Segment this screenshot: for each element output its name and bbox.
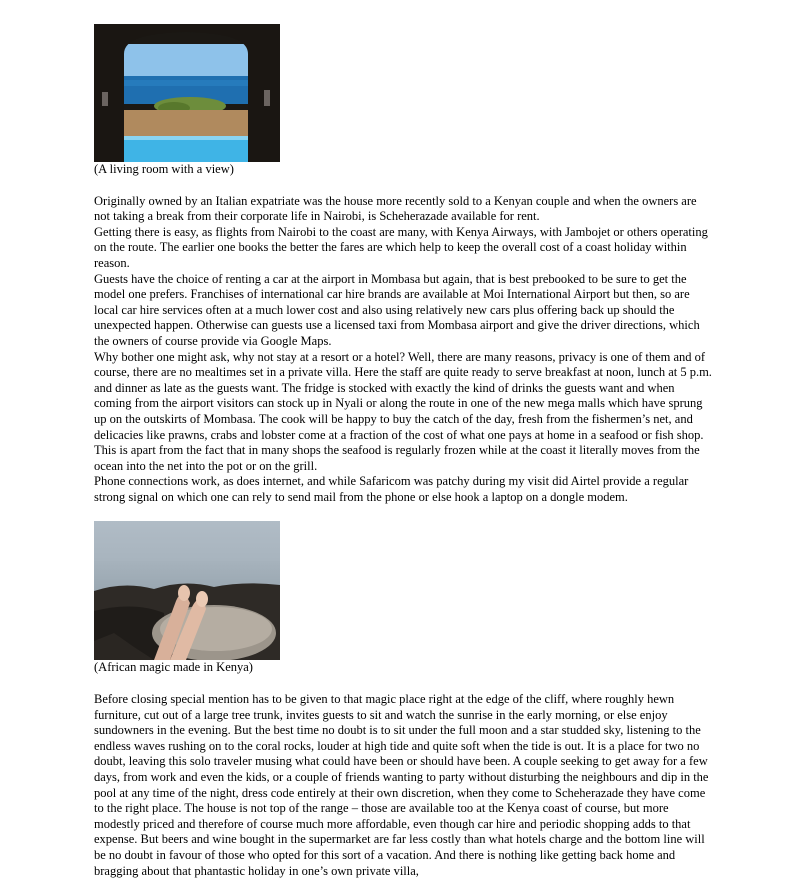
photo-caption-1: (A living room with a view) bbox=[94, 162, 234, 176]
article-page bbox=[94, 24, 714, 879]
paragraph: Getting there is easy, as flights from Nairobi to the coast are many, with Kenya Airways, with Jambojet or others operating on the route. The earlier one books the better the fares are which help to keep the overall cost of a coast holiday within reason. bbox=[94, 224, 708, 270]
feet-on-rock-sea-image bbox=[94, 521, 280, 660]
paragraph: Before closing special mention has to be given to that magic place right at the edge of the cliff, where roughly hewn furniture, cut out of a large tree trunk, invites guests to sit and watch the sunrise in the early morning, or else enjoy sundowners in the evening. But the best time no doubt is to sit under the full moon and a star studded sky, listening to the endless waves rushing on to the coral rocks, louder at high tide and quite soft when the tide is out. It is a place for two no doubt, leaving this solo traveler musing what could have been or should have been. A couple seeking to get away for a few days, from work and even the kids, or a couple of friends wanting to party without disturbing the neighbours and dip in the pool at any time of the night, dress code entirely at their own discretion, when they come to Scheherazade they have come to the right place. The house is not top of the range – those are available too at the Kenya coast of course, but more modestly priced and therefore of course much more affordable, even though car hire and periodic shopping adds to that expense. But beers and wine bought in the supermarket are far less costly than what hotels charge and the bottom line will be no doubt in favour of those who opted for this sort of a vacation. And there is nothing like getting back home and bragging about that phantastic holiday in one’s own private villa, bbox=[94, 692, 709, 878]
cliff-feet-photo bbox=[94, 521, 280, 660]
paragraph: Originally owned by an Italian expatriate was the house more recently sold to a Kenyan couple and when the owners are not taking a break from their corporate life in Nairobi, is Scheherazade available for rent. bbox=[94, 193, 697, 224]
photo-caption-2: (African magic made in Kenya) bbox=[94, 660, 253, 675]
living-room-view-image bbox=[94, 24, 280, 162]
paragraph: Guests have the choice of renting a car at the airport in Mombasa but again, that is best prebooked to be sure to get the model one prefers. Franchises of international car hire brands are available at Moi International Airport but then, so are local car hire services often at a much lower cost and also using relatively new cars plus offering back up should the unexpected happen. Otherwise can guests use a licensed taxi from Mombasa airport and give the driver directions, which the owners of course provide via Google Maps. bbox=[94, 271, 700, 348]
paragraph: Phone connections work, as does internet, and while Safaricom was patchy during my visit did Airtel provide a regular strong signal on which one can rely to send mail from the phone or else hook a laptop on a dongle modem. bbox=[94, 474, 689, 504]
paragraph: Why bother one might ask, why not stay at a resort or a hotel? Well, there are many reasons, privacy is one of them and of course, there are no mealtimes set in a private villa. Here the staff are quite ready to serve breakfast at noon, lunch at 5 p.m. and dinner as late as the guests want. The fridge is stocked with exactly the kind of drinks the guests want and when coming from the airport visitors can stock up in Nyali or along the route in one of the new mega malls which have sprung up on the outskirts of Mombasa. The cook will be happy to buy the catch of the day, fresh from the fishermen’s net, and delicacies like prawns, crabs and lobster come at a fraction of the cost of what one pays at home in a seafood or fish shop. This is apart from the fact that in many shops the seafood is regularly frozen while at the coast it literally moves from the ocean into the net into the pot or on the grill. bbox=[94, 349, 712, 473]
living-room-photo bbox=[94, 24, 280, 162]
